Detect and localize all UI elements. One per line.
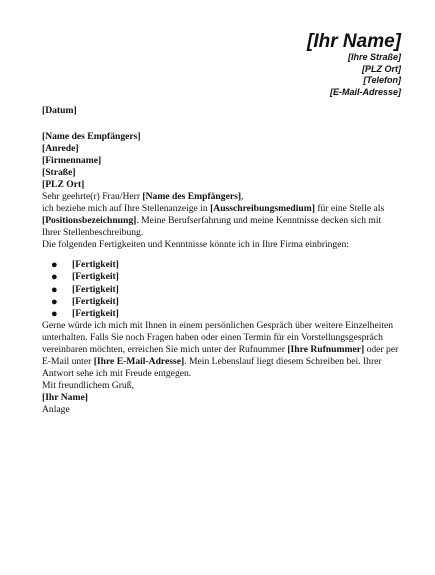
contact-text-1: Gerne würde ich mich mit Ihnen in einem persönlichen Gespräch über weitere Einzelheiten unterhalten. Falls Sie noch Fragen haben oder einen Termin für ein Vorstellungsgespräch vereinbaren möchten, erreichen Sie mich unter der Rufnummer	[42, 320, 394, 356]
sender-street: [Ihre Straße]	[347, 52, 401, 62]
bullet-icon: ●	[51, 259, 58, 271]
skills-list	[42, 259, 402, 320]
greeting-name: [Name des Empfängers]	[142, 191, 242, 202]
contact-email: [Ihre E-Mail-Adresse]	[93, 356, 185, 368]
recipient-street: [Straße]	[42, 167, 76, 178]
recipient-city: [PLZ Ort]	[42, 179, 85, 190]
list-item	[42, 308, 402, 320]
skill-label: [Fertigkeit]	[72, 308, 119, 320]
posting-medium: [Ausschreibungsmedium]	[210, 203, 315, 214]
signature-name: [Ihr Name]	[42, 392, 88, 404]
contact-text-2: oder per E-Mail unter	[42, 344, 399, 368]
list-item	[42, 271, 402, 283]
letter-body	[42, 105, 402, 416]
list-item	[42, 259, 402, 271]
attachment-note: Anlage	[42, 404, 70, 416]
recipient-block	[42, 131, 402, 191]
closing-line: Mit freundlichem Gruß,	[42, 380, 134, 392]
bullet-icon: ●	[51, 283, 58, 296]
bullet-icon: ●	[51, 271, 58, 284]
bullet-icon: ●	[51, 308, 58, 321]
greeting-line	[42, 191, 402, 203]
sender-email: [E-Mail-Adresse]	[329, 86, 401, 97]
recipient-company: [Firmenname]	[42, 155, 102, 166]
intro-text-3: . Meine Berufserfahrung und meine Kenntnisse decken sich mit Ihrer Stellenbeschreibung.	[42, 215, 382, 238]
skill-label: [Fertigkeit]	[72, 295, 119, 307]
list-item	[42, 296, 402, 308]
intro-text-1: ich beziehe mich auf Ihre Stellenanzeige in	[42, 203, 211, 214]
greeting-suffix: ,	[241, 191, 244, 202]
contact-text-3: . Mein Lebenslauf liegt diesem Schreiben bei. Ihrer Antwort sehe ich mit Freude entgegen.	[42, 356, 382, 380]
skill-label: [Fertigkeit]	[72, 283, 119, 295]
letter-date: [Datum]	[42, 105, 77, 116]
list-item	[42, 284, 402, 296]
intro-paragraph	[42, 203, 402, 239]
contact-paragraph	[42, 320, 402, 380]
sender-block	[307, 33, 401, 98]
skill-label: [Fertigkeit]	[72, 271, 119, 283]
sender-phone: [Telefon]	[363, 75, 401, 85]
contact-phone: [Ihre Rufnummer]	[287, 344, 365, 356]
position-title: [Positionsbezeichnung]	[42, 215, 137, 226]
sender-city: [PLZ Ort]	[362, 63, 401, 74]
intro-text-2: für eine Stelle als	[314, 203, 385, 214]
sender-name: [Ihr Name]	[307, 31, 401, 52]
recipient-name: [Name des Empfängers]	[42, 131, 141, 142]
greeting-prefix: Sehr geehrte(r) Frau/Herr	[42, 191, 143, 202]
skill-label: [Fertigkeit]	[72, 259, 119, 270]
skills-intro-paragraph: Die folgenden Fertigkeiten und Kenntnisse könnte ich in Ihre Firma einbringen:	[42, 239, 349, 250]
bullet-icon: ●	[51, 295, 58, 308]
recipient-salutation: [Anrede]	[42, 143, 79, 154]
